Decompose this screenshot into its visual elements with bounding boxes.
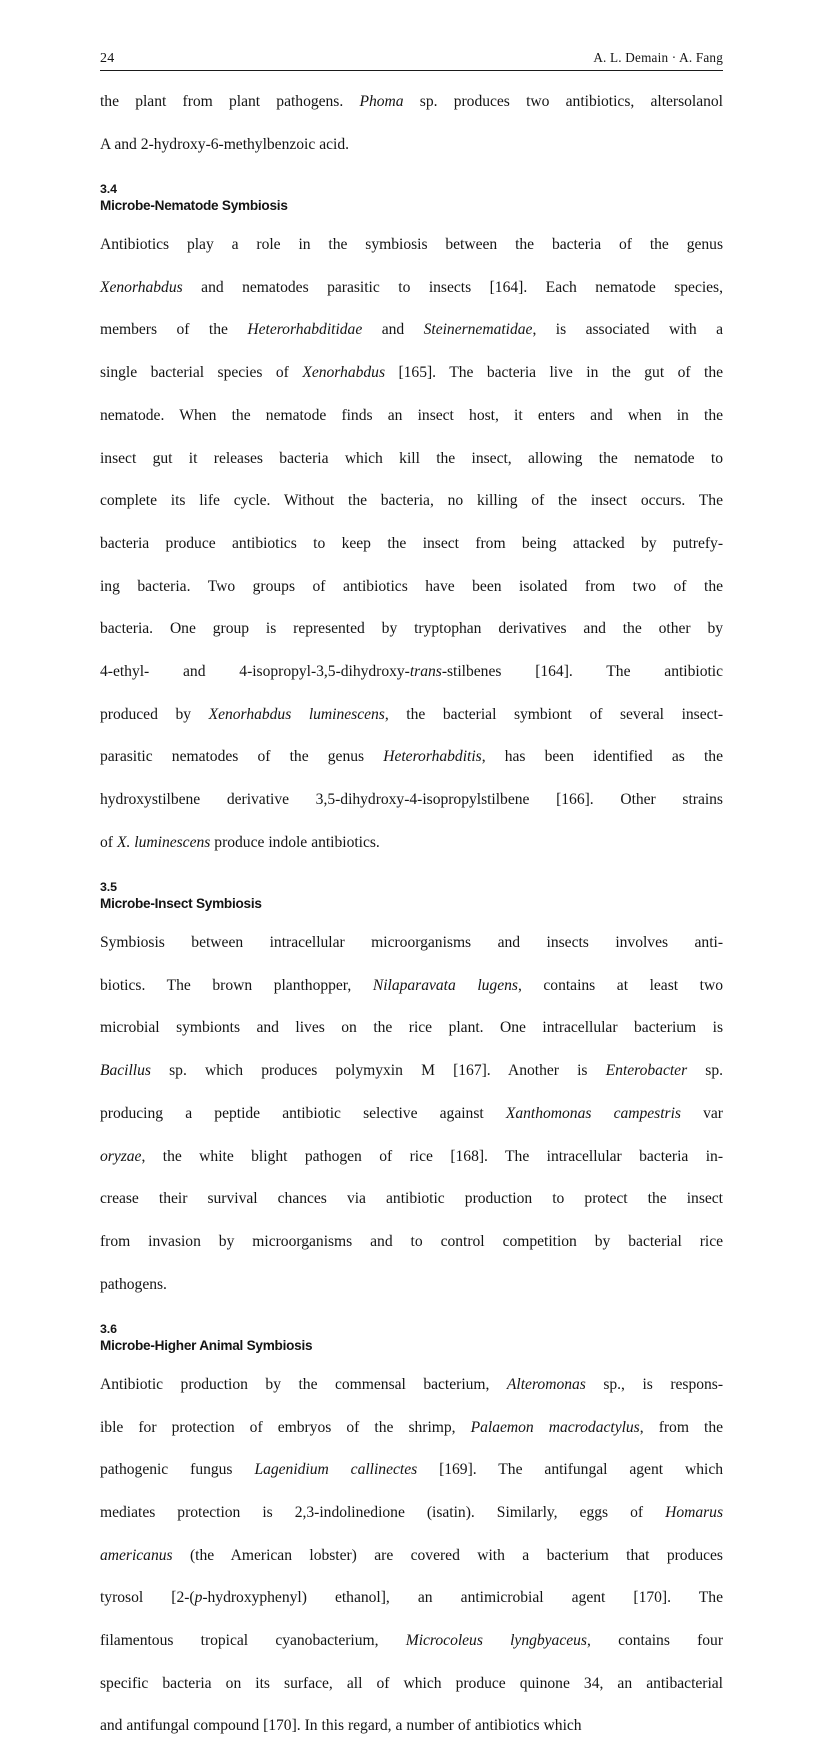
text-line: Xenorhabdus and nematodes parasitic to insects [164]. Each nematode species,	[100, 278, 723, 296]
text-line: produced by Xenorhabdus luminescens, the bacterial symbiont of several insect-	[100, 705, 724, 723]
text-line: single bacterial species of Xenorhabdus [165]. The bacteria live in the gut of the	[100, 364, 724, 382]
text-line: Symbiosis between intracellular microorganisms and insects involves anti-	[100, 934, 723, 952]
text-line: Bacillus sp. which produces polymyxin M [167]. Another is Enterobacter sp.	[100, 1062, 724, 1080]
text-line: pathogenic fungus Lagenidium callinectes [169]. The antifungal agent which	[100, 1461, 724, 1479]
paragraph-intro	[100, 91, 723, 155]
section-number: 3.4	[100, 182, 117, 197]
text-line: and antifungal compound [170]. In this regard, a number of antibiotics which	[100, 1717, 582, 1735]
text-line: hydroxystilbene derivative 3,5-dihydroxy-4-isopropylstilbene [166]. Other strains	[100, 791, 723, 809]
section-number: 3.6	[100, 1321, 117, 1336]
text-line: nematode. When the nematode finds an insect host, it enters and when in the	[100, 406, 723, 424]
text-line: americanus (the American lobster) are covered with a bacterium that produces	[100, 1546, 723, 1564]
text-line: of X. luminescens produce indole antibiotics.	[100, 833, 380, 851]
text-line: from invasion by microorganisms and to control competition by bacterial rice	[100, 1232, 723, 1250]
text-line: filamentous tropical cyanobacterium, Microcoleus lyngbyaceus, contains four	[100, 1632, 724, 1650]
text-line: Antibiotic production by the commensal bacterium, Alteromonas sp., is respons-	[100, 1375, 723, 1393]
text-line: insect gut it releases bacteria which kill the insect, allowing the nematode to	[100, 449, 723, 467]
text-line: pathogens.	[100, 1275, 167, 1293]
section-heading-3-5	[100, 879, 723, 913]
text-line: ing bacteria. Two groups of antibiotics have been isolated from two of the	[100, 577, 723, 595]
text-line: parasitic nematodes of the genus Heterorhabditis, has been identified as the	[100, 748, 723, 766]
section-heading-3-4	[100, 181, 723, 215]
text-line: complete its life cycle. Without the bacteria, no killing of the insect occurs. The	[100, 492, 723, 510]
section-number: 3.5	[100, 880, 117, 895]
running-head	[100, 50, 723, 71]
text-line: ible for protection of embryos of the shrimp, Palaemon macrodactylus, from the	[100, 1418, 723, 1436]
page-number: 24	[100, 51, 115, 66]
running-head-authors: A. L. Demain · A. Fang	[593, 50, 723, 65]
paragraph-section-3-4	[100, 234, 723, 853]
text-line: the plant from plant pathogens. Phoma sp. produces two antibiotics, altersolanol	[100, 93, 723, 110]
section-title: Microbe-Nematode Symbiosis	[100, 198, 288, 214]
paragraph-section-3-6	[100, 1374, 723, 1737]
text-line: microbial symbionts and lives on the rice plant. One intracellular bacterium is	[100, 1019, 723, 1037]
text-line: crease their survival chances via antibiotic production to protect the insect	[100, 1190, 723, 1208]
section-heading-3-6	[100, 1321, 723, 1355]
text-line: members of the Heterorhabditidae and Steinernematidae, is associated with a	[100, 321, 723, 339]
page-content	[100, 50, 723, 1737]
section-title: Microbe-Higher Animal Symbiosis	[100, 1338, 313, 1354]
text-line: specific bacteria on its surface, all of which produce quinone 34, an antibacterial	[100, 1674, 723, 1692]
text-line: Antibiotics play a role in the symbiosis between the bacteria of the genus	[100, 236, 723, 254]
text-line: tyrosol [2-(p-hydroxyphenyl) ethanol], an antimicrobial agent [170]. The	[100, 1589, 723, 1607]
text-line: biotics. The brown planthopper, Nilaparavata lugens, contains at least two	[100, 976, 723, 994]
section-title: Microbe-Insect Symbiosis	[100, 896, 262, 912]
text-line: bacteria. One group is represented by tryptophan derivatives and the other by	[100, 620, 723, 638]
text-line: producing a peptide antibiotic selective against Xanthomonas campestris var	[100, 1104, 723, 1122]
text-line: mediates protection is 2,3-indolinedione (isatin). Similarly, eggs of Homarus	[100, 1504, 723, 1522]
text-line: oryzae, the white blight pathogen of rice [168]. The intracellular bacteria in-	[100, 1147, 723, 1165]
text-line: 4-ethyl- and 4-isopropyl-3,5-dihydroxy-trans-stilbenes [164]. The antibiotic	[100, 662, 724, 680]
text-line: A and 2-hydroxy-6-methylbenzoic acid.	[100, 135, 349, 153]
text-line: bacteria produce antibiotics to keep the insect from being attacked by putrefy-	[100, 534, 723, 552]
paragraph-section-3-5	[100, 932, 723, 1295]
